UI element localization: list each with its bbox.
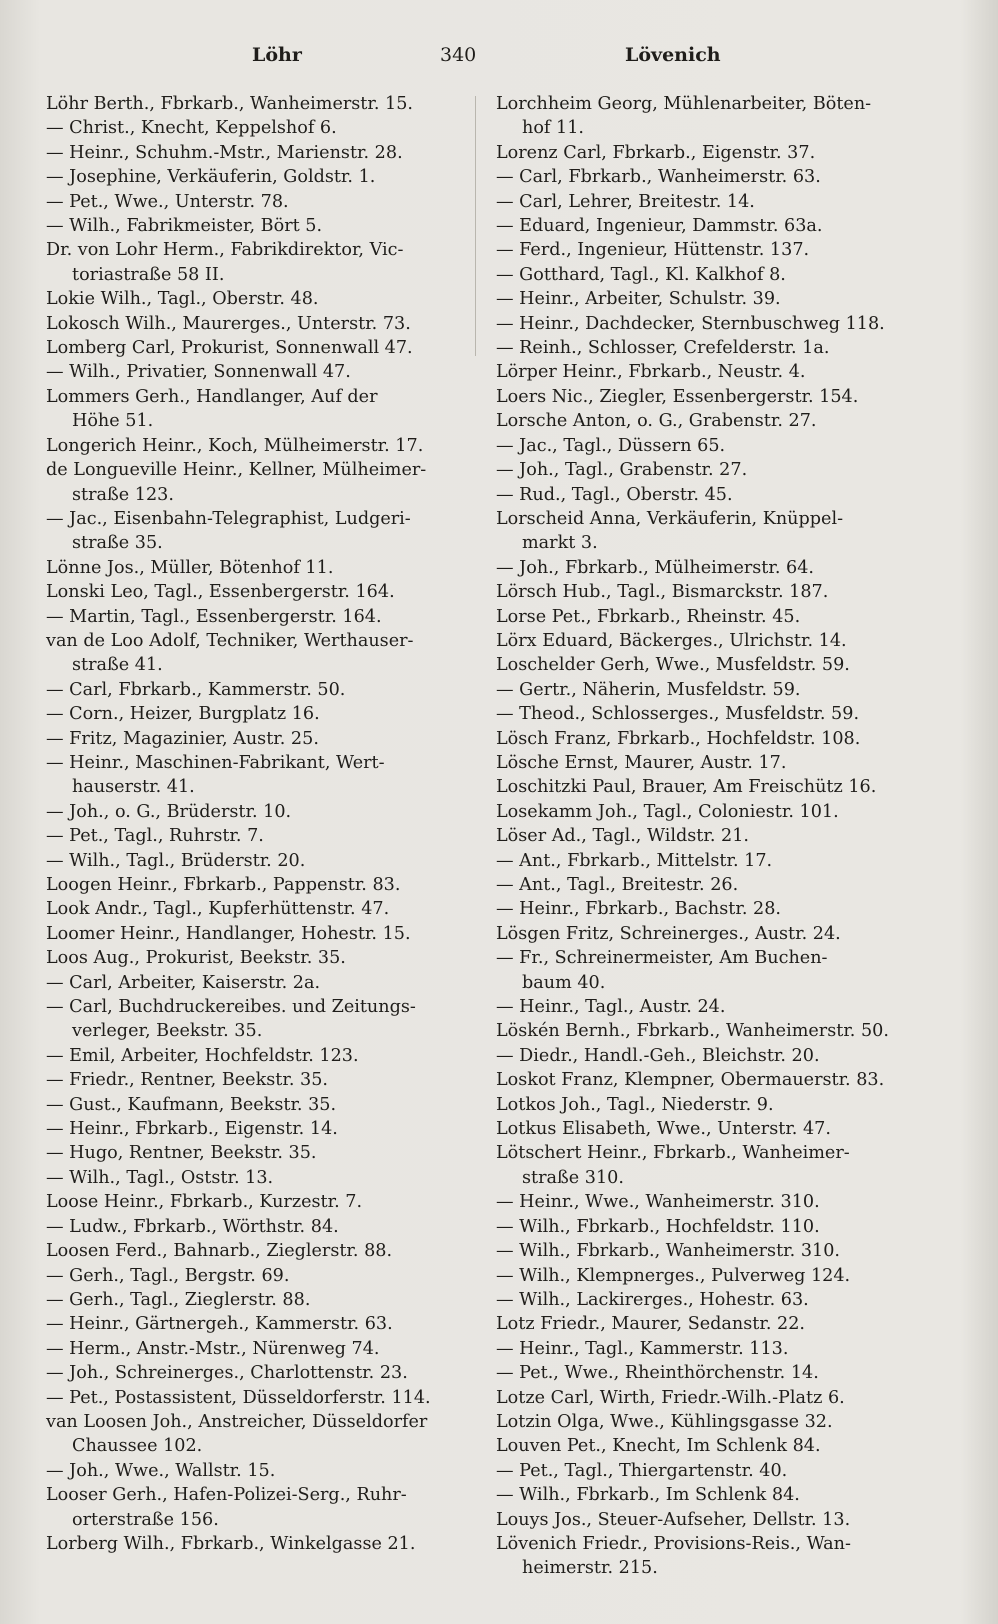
directory-entry: — Carl, Fbrkarb., Kammerstr. 50. bbox=[46, 679, 346, 700]
directory-entry: hauserstr. 41. bbox=[72, 777, 195, 798]
directory-entry: — Jac., Eisenbahn-Telegraphist, Ludgeri- bbox=[46, 508, 411, 529]
directory-entry: Louven Pet., Knecht, Im Schlenk 84. bbox=[496, 1436, 821, 1457]
directory-entry: Lotz Friedr., Maurer, Sedanstr. 22. bbox=[496, 1314, 805, 1335]
directory-entry: Lösch Franz, Fbrkarb., Hochfeldstr. 108. bbox=[496, 728, 861, 749]
directory-entry: Lotkus Elisabeth, Wwe., Unterstr. 47. bbox=[496, 1119, 831, 1140]
directory-entry: Lotze Carl, Wirth, Friedr.-Wilh.-Platz 6. bbox=[496, 1387, 845, 1408]
directory-entry: — Wilh., Lackirerges., Hohestr. 63. bbox=[496, 1289, 809, 1310]
directory-entry: — Ferd., Ingenieur, Hüttenstr. 137. bbox=[496, 240, 810, 261]
directory-entry: — Ant., Tagl., Breitestr. 26. bbox=[496, 875, 739, 895]
directory-entry: straße 41. bbox=[72, 655, 163, 676]
directory-entry: — Heinr., Tagl., Kammerstr. 113. bbox=[496, 1338, 789, 1359]
directory-entry: Lokie Wilh., Tagl., Oberstr. 48. bbox=[46, 289, 319, 310]
directory-entry: Lösche Ernst, Maurer, Austr. 17. bbox=[496, 752, 787, 773]
directory-entry: Louys Jos., Steuer-Aufseher, Dellstr. 13. bbox=[496, 1509, 851, 1530]
directory-entry: — Joh., Wwe., Wallstr. 15. bbox=[46, 1460, 276, 1481]
directory-entry: Looser Gerh., Hafen-Polizei-Serg., Ruhr- bbox=[46, 1485, 407, 1506]
directory-entry: — Joh., Fbrkarb., Mülheimerstr. 64. bbox=[496, 557, 815, 578]
directory-entry: Loose Heinr., Fbrkarb., Kurzestr. 7. bbox=[46, 1192, 363, 1213]
directory-entry: toriastraße 58 II. bbox=[72, 264, 225, 285]
directory-entry: — Martin, Tagl., Essenbergerstr. 164. bbox=[46, 606, 382, 627]
directory-entry: Loschelder Gerh, Wwe., Musfeldstr. 59. bbox=[496, 655, 850, 676]
directory-entry: Lommers Gerh., Handlanger, Auf der bbox=[46, 386, 378, 407]
directory-entry: — Herm., Anstr.-Mstr., Nürenweg 74. bbox=[46, 1338, 380, 1359]
directory-entry: — Emil, Arbeiter, Hochfeldstr. 123. bbox=[46, 1045, 359, 1066]
directory-entry: Lörper Heinr., Fbrkarb., Neustr. 4. bbox=[496, 362, 806, 383]
directory-entry: — Joh., Schreinerges., Charlottenstr. 23. bbox=[46, 1363, 408, 1384]
header-right-keyword: Lövenich bbox=[625, 44, 721, 66]
directory-entry: — Christ., Knecht, Keppelshof 6. bbox=[46, 118, 337, 139]
directory-entry: Loomer Heinr., Handlanger, Hohestr. 15. bbox=[46, 923, 411, 944]
directory-entry: — Wilh., Tagl., Brüderstr. 20. bbox=[46, 850, 306, 871]
directory-entry: — Heinr., Fbrkarb., Bachstr. 28. bbox=[496, 899, 781, 920]
page-number: 340 bbox=[440, 44, 477, 66]
directory-entry: Lönne Jos., Müller, Bötenhof 11. bbox=[46, 557, 334, 578]
directory-entry: Loosen Ferd., Bahnarb., Zieglerstr. 88. bbox=[46, 1241, 393, 1262]
directory-entry: — Wilh., Klempnerges., Pulverweg 124. bbox=[496, 1265, 851, 1286]
directory-entry: straße 310. bbox=[522, 1167, 624, 1188]
directory-entry: — Gust., Kaufmann, Beekstr. 35. bbox=[46, 1094, 337, 1115]
directory-entry: — Heinr., Arbeiter, Schulstr. 39. bbox=[496, 289, 781, 310]
directory-entry: Lorenz Carl, Fbrkarb., Eigenstr. 37. bbox=[496, 142, 816, 163]
header-left-keyword: Löhr bbox=[252, 44, 302, 66]
directory-entry: Longerich Heinr., Koch, Mülheimerstr. 17. bbox=[46, 435, 424, 456]
directory-entry: — Rud., Tagl., Oberstr. 45. bbox=[496, 484, 733, 505]
directory-entry: — Wilh., Fabrikmeister, Bört 5. bbox=[46, 216, 323, 237]
directory-entry: Löhr Berth., Fbrkarb., Wanheimerstr. 15. bbox=[46, 94, 414, 114]
directory-entry: — Joh., o. G., Brüderstr. 10. bbox=[46, 801, 292, 822]
directory-entry: — Theod., Schlosserges., Musfeldstr. 59. bbox=[496, 704, 860, 725]
directory-entry: Lösgen Fritz, Schreinerges., Austr. 24. bbox=[496, 923, 841, 944]
directory-entry: — Josephine, Verkäuferin, Goldstr. 1. bbox=[46, 167, 376, 188]
directory-entry: — Gerh., Tagl., Bergstr. 69. bbox=[46, 1265, 290, 1286]
directory-entry: Lorscheid Anna, Verkäuferin, Knüppel- bbox=[496, 508, 844, 529]
directory-entry: — Corn., Heizer, Burgplatz 16. bbox=[46, 704, 320, 725]
page-header bbox=[0, 44, 998, 74]
directory-entry: — Pet., Tagl., Ruhrstr. 7. bbox=[46, 826, 264, 847]
directory-entry: — Carl, Fbrkarb., Wanheimerstr. 63. bbox=[496, 167, 821, 188]
directory-entry: — Friedr., Rentner, Beekstr. 35. bbox=[46, 1070, 328, 1091]
directory-entry: baum 40. bbox=[522, 972, 606, 993]
directory-entry: Losekamm Joh., Tagl., Coloniestr. 101. bbox=[496, 801, 839, 822]
directory-entry: Look Andr., Tagl., Kupferhüttenstr. 47. bbox=[46, 899, 390, 920]
directory-entry: — Wilh., Fbrkarb., Hochfeldstr. 110. bbox=[496, 1216, 820, 1237]
directory-entry: Lövenich Friedr., Provisions-Reis., Wan- bbox=[496, 1533, 851, 1554]
directory-entry: — Gotthard, Tagl., Kl. Kalkhof 8. bbox=[496, 264, 786, 285]
directory-entry: — Eduard, Ingenieur, Dammstr. 63a. bbox=[496, 216, 823, 237]
directory-entry: — Wilh., Fbrkarb., Wanheimerstr. 310. bbox=[496, 1241, 840, 1262]
directory-entry: — Heinr., Dachdecker, Sternbuschweg 118. bbox=[496, 313, 885, 334]
directory-entry: van de Loo Adolf, Techniker, Werthauser- bbox=[46, 630, 414, 651]
directory-entry: Lorse Pet., Fbrkarb., Rheinstr. 45. bbox=[496, 606, 801, 627]
directory-entry: Loskot Franz, Klempner, Obermauerstr. 83. bbox=[496, 1070, 885, 1091]
directory-entry: Loogen Heinr., Fbrkarb., Pappenstr. 83. bbox=[46, 875, 401, 895]
directory-entry: Löser Ad., Tagl., Wildstr. 21. bbox=[496, 826, 750, 847]
directory-entry: — Wilh., Fbrkarb., Im Schlenk 84. bbox=[496, 1485, 800, 1506]
directory-entry: Lörx Eduard, Bäckerges., Ulrichstr. 14. bbox=[496, 630, 847, 651]
directory-entry: Lonski Leo, Tagl., Essenbergerstr. 164. bbox=[46, 582, 395, 603]
directory-entry: Loos Aug., Prokurist, Beekstr. 35. bbox=[46, 948, 346, 969]
directory-entry: Löskén Bernh., Fbrkarb., Wanheimerstr. 50. bbox=[496, 1021, 889, 1042]
directory-entry: Höhe 51. bbox=[72, 411, 154, 432]
directory-entry: Lörsch Hub., Tagl., Bismarckstr. 187. bbox=[496, 582, 829, 603]
directory-entry: — Wilh., Tagl., Oststr. 13. bbox=[46, 1167, 274, 1188]
directory-entry: heimerstr. 215. bbox=[522, 1558, 658, 1579]
directory-entry: Lorberg Wilh., Fbrkarb., Winkelgasse 21. bbox=[46, 1533, 416, 1554]
directory-entry: straße 123. bbox=[72, 484, 174, 505]
directory-entry: — Carl, Arbeiter, Kaiserstr. 2a. bbox=[46, 972, 321, 993]
directory-entry: — Heinr., Maschinen-Fabrikant, Wert- bbox=[46, 752, 385, 773]
directory-entry: — Carl, Lehrer, Breitestr. 14. bbox=[496, 191, 755, 212]
directory-entry: — Carl, Buchdruckereibes. und Zeitungs- bbox=[46, 997, 416, 1018]
directory-entry: — Wilh., Privatier, Sonnenwall 47. bbox=[46, 362, 351, 383]
directory-entry: — Joh., Tagl., Grabenstr. 27. bbox=[496, 460, 748, 481]
directory-entry: orterstraße 156. bbox=[72, 1509, 219, 1530]
directory-entry: — Pet., Wwe., Rheinthörchenstr. 14. bbox=[496, 1363, 819, 1384]
directory-entry: — Fritz, Magazinier, Austr. 25. bbox=[46, 728, 319, 749]
directory-entry: — Gertr., Näherin, Musfeldstr. 59. bbox=[496, 679, 801, 700]
directory-entry: Lotkos Joh., Tagl., Niederstr. 9. bbox=[496, 1094, 774, 1115]
directory-entry: — Heinr., Schuhm.-Mstr., Marienstr. 28. bbox=[46, 142, 403, 163]
directory-entry: Lotzin Olga, Wwe., Kühlingsgasse 32. bbox=[496, 1411, 833, 1432]
directory-entry: — Heinr., Wwe., Wanheimerstr. 310. bbox=[496, 1192, 820, 1213]
directory-entry: — Fr., Schreinermeister, Am Buchen- bbox=[496, 948, 828, 969]
column-divider bbox=[475, 96, 476, 356]
directory-entry: de Longueville Heinr., Kellner, Mülheimer- bbox=[46, 460, 427, 481]
directory-entry: — Hugo, Rentner, Beekstr. 35. bbox=[46, 1143, 317, 1164]
directory-entry: Loschitzki Paul, Brauer, Am Freischütz 16. bbox=[496, 777, 877, 798]
directory-entry: Dr. von Lohr Herm., Fabrikdirektor, Vic- bbox=[46, 240, 404, 261]
left-column bbox=[46, 92, 466, 1556]
directory-entry: — Heinr., Fbrkarb., Eigenstr. 14. bbox=[46, 1119, 338, 1140]
directory-entry: — Ant., Fbrkarb., Mittelstr. 17. bbox=[496, 850, 773, 871]
directory-entry: Lomberg Carl, Prokurist, Sonnenwall 47. bbox=[46, 338, 413, 359]
directory-entry: — Ludw., Fbrkarb., Wörthstr. 84. bbox=[46, 1216, 339, 1237]
directory-entry: — Gerh., Tagl., Zieglerstr. 88. bbox=[46, 1289, 311, 1310]
directory-entry: markt 3. bbox=[522, 533, 598, 554]
directory-entry: van Loosen Joh., Anstreicher, Düsseldorfer bbox=[46, 1411, 428, 1432]
directory-entry: — Pet., Tagl., Thiergartenstr. 40. bbox=[496, 1460, 788, 1481]
directory-entry: — Jac., Tagl., Düssern 65. bbox=[496, 435, 726, 456]
directory-entry: — Diedr., Handl.-Geh., Bleichstr. 20. bbox=[496, 1045, 820, 1066]
directory-entry: — Heinr., Tagl., Austr. 24. bbox=[496, 997, 726, 1018]
directory-entry: — Pet., Wwe., Unterstr. 78. bbox=[46, 191, 289, 212]
directory-entry: Lötschert Heinr., Fbrkarb., Wanheimer- bbox=[496, 1143, 850, 1164]
directory-entry: Lorchheim Georg, Mühlenarbeiter, Böten- bbox=[496, 94, 872, 114]
directory-entry: Loers Nic., Ziegler, Essenbergerstr. 154. bbox=[496, 386, 859, 407]
directory-entry: — Pet., Postassistent, Düsseldorferstr. 114. bbox=[46, 1387, 431, 1408]
directory-entry: straße 35. bbox=[72, 533, 163, 554]
directory-entry: — Heinr., Gärtnergeh., Kammerstr. 63. bbox=[46, 1314, 393, 1335]
directory-entry: Lokosch Wilh., Maurerges., Unterstr. 73. bbox=[46, 313, 411, 334]
right-column bbox=[496, 92, 932, 1581]
directory-entry: — Reinh., Schlosser, Crefelderstr. 1a. bbox=[496, 338, 830, 359]
directory-entry: Chaussee 102. bbox=[72, 1436, 203, 1457]
directory-entry: verleger, Beekstr. 35. bbox=[72, 1021, 263, 1042]
directory-entry: hof 11. bbox=[522, 118, 585, 139]
directory-entry: Lorsche Anton, o. G., Grabenstr. 27. bbox=[496, 411, 817, 432]
